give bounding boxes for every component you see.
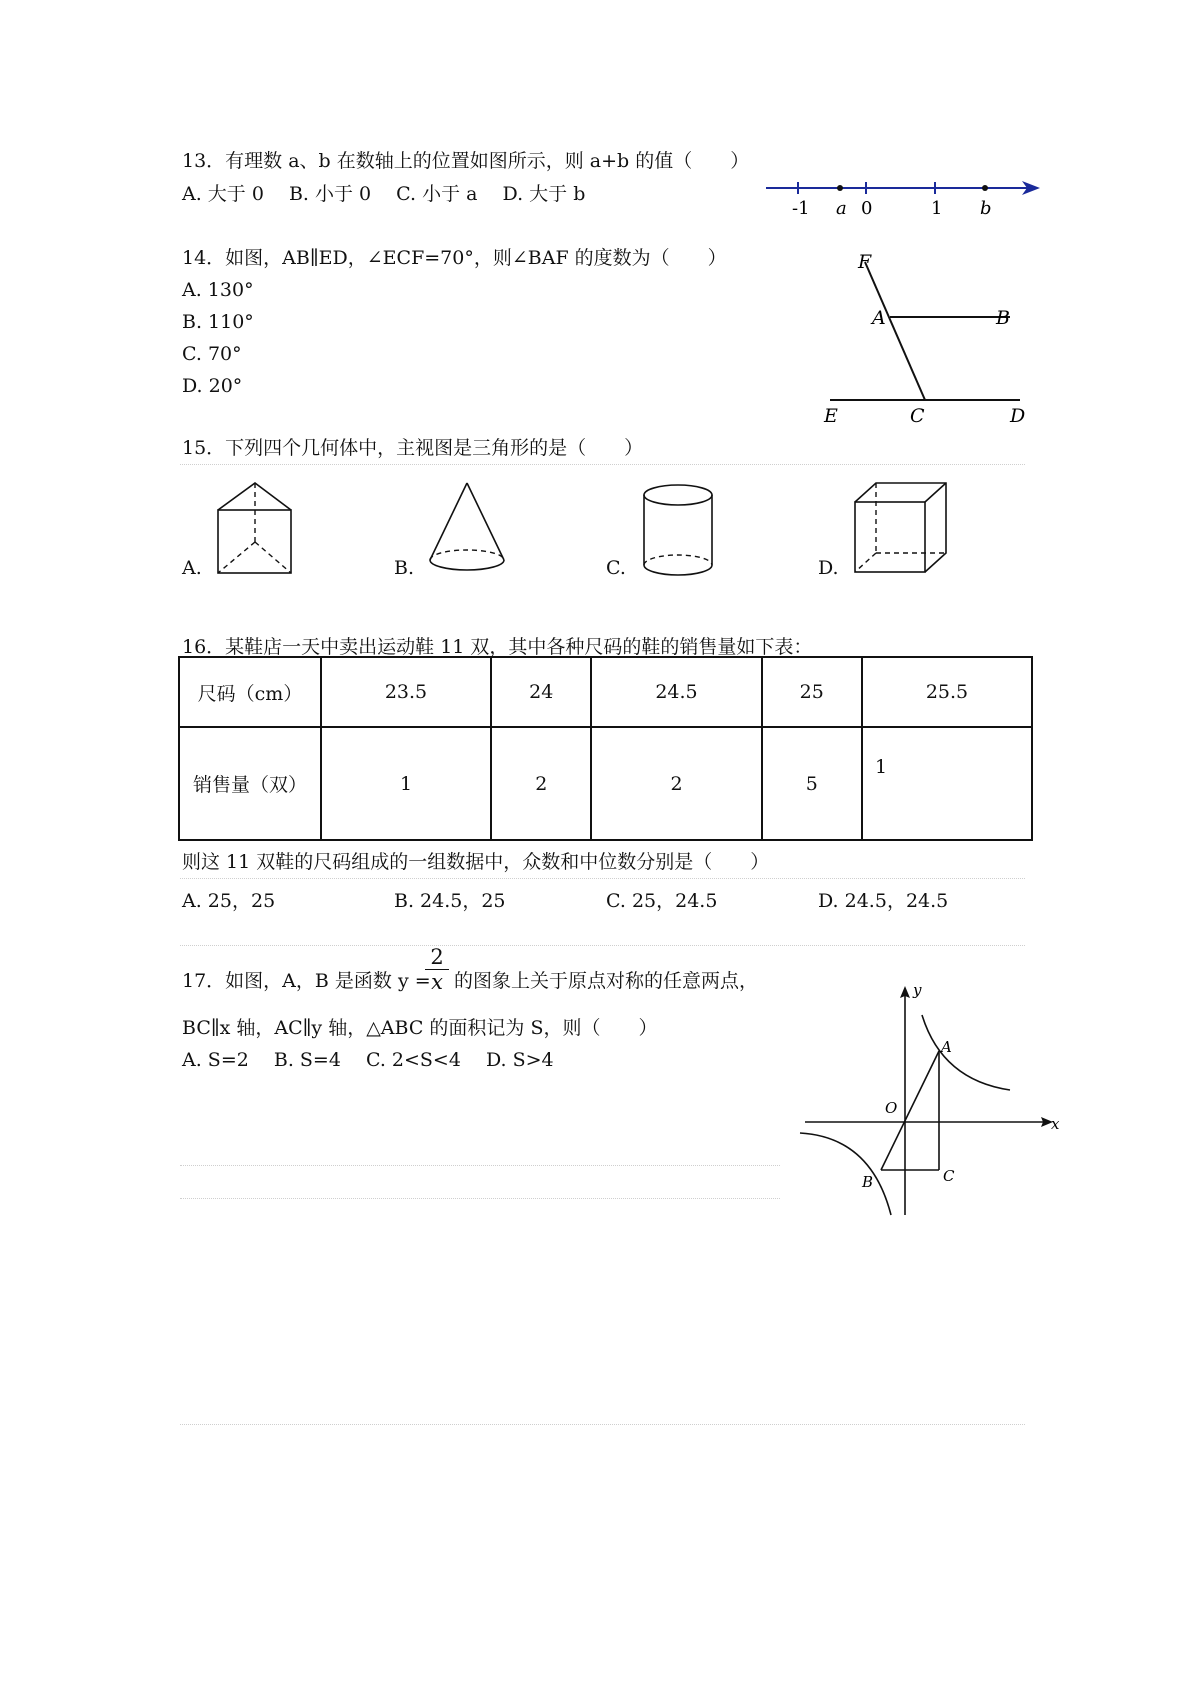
cylinder-figure [640, 482, 720, 582]
q15-choice-a: A. [182, 557, 202, 579]
point-label-c: C [910, 405, 925, 427]
table-cell: 1 [321, 727, 491, 840]
table-header-sales: 销售量（双） [179, 727, 321, 840]
q16-question: 则这 11 双鞋的尺码组成的一组数据中，众数和中位数分别是（ ） [182, 851, 770, 873]
fraction-numerator: 2 [425, 945, 449, 970]
table-cell: 5 [762, 727, 862, 840]
graph-label-y: y [913, 981, 922, 999]
axis-label-0: 0 [861, 198, 873, 219]
q16-choice-d: D. 24.5，24.5 [818, 890, 949, 912]
dotted-rule [180, 945, 1025, 946]
q14-choice-d: D. 20° [182, 375, 243, 397]
dotted-rule [180, 1424, 1025, 1425]
q15-choice-d: D. [818, 557, 839, 579]
dotted-rule [180, 1165, 780, 1166]
cone-figure [425, 480, 511, 580]
triangular-prism-figure [215, 480, 295, 580]
graph-label-c: C [943, 1167, 955, 1185]
axis-label-b: b [980, 198, 992, 219]
graph-label-b: B [862, 1173, 874, 1191]
q16-choice-c: C. 25，24.5 [606, 890, 718, 912]
point-label-b: B [996, 307, 1010, 329]
table-row [179, 657, 1032, 727]
q16-stem: 16．某鞋店一天中卖出运动鞋 11 双，其中各种尺码的鞋的销售量如下表： [182, 636, 813, 658]
q14-stem: 14．如图，AB∥ED，∠ECF=70°，则∠BAF 的度数为（ ） [182, 247, 727, 269]
point-label-f: F [858, 251, 872, 273]
q16-choice-a: A. 25，25 [182, 890, 276, 912]
q17-choices: A. S=2 B. S=4 C. 2<S<4 D. S>4 [182, 1049, 554, 1071]
graph-label-a: A [941, 1038, 952, 1056]
axis-label-a: a [836, 198, 847, 219]
fraction-denominator: x [431, 970, 443, 994]
axis-label-1: 1 [931, 198, 943, 219]
q15-stem: 15．下列四个几何体中，主视图是三角形的是（ ） [182, 437, 644, 459]
parallel-lines-figure [820, 250, 1030, 430]
q14-choice-b: B. 110° [182, 311, 254, 333]
point-label-e: E [824, 405, 838, 427]
table-cell: 1 [862, 727, 1032, 840]
table-cell: 24.5 [591, 657, 761, 727]
table-cell: 2 [591, 727, 761, 840]
fraction-2-over-x [425, 945, 449, 994]
q14-choice-a: A. 130° [182, 279, 254, 301]
table-cell: 24 [491, 657, 591, 727]
shoe-sales-table [178, 656, 1033, 841]
q17-stem-start: 17．如图，A，B 是函数 y = [182, 970, 431, 992]
table-cell: 25.5 [862, 657, 1032, 727]
cube-figure [852, 480, 948, 580]
q14-choice-c: C. 70° [182, 343, 242, 365]
q13-choices: A. 大于 0 B. 小于 0 C. 小于 a D. 大于 b [182, 183, 586, 205]
table-header-size: 尺码（cm） [179, 657, 321, 727]
dotted-rule [180, 464, 1025, 465]
point-label-a: A [872, 307, 886, 329]
q16-choice-b: B. 24.5，25 [394, 890, 506, 912]
q17-line2: BC∥x 轴，AC∥y 轴，△ABC 的面积记为 S，则（ ） [182, 1017, 658, 1039]
graph-label-o: O [885, 1099, 898, 1117]
dotted-rule [180, 1198, 780, 1199]
q17-stem-end: 的图象上关于原点对称的任意两点， [454, 970, 759, 992]
dotted-rule [180, 878, 1025, 879]
hyperbola-graph [795, 981, 1065, 1225]
table-row [179, 727, 1032, 840]
table-cell: 23.5 [321, 657, 491, 727]
q15-choice-b: B. [394, 557, 415, 579]
table-cell: 2 [491, 727, 591, 840]
number-line-figure [760, 168, 1040, 220]
q13-stem: 13．有理数 a、b 在数轴上的位置如图所示，则 a+b 的值（ ） [182, 150, 750, 172]
axis-label-neg1: -1 [792, 198, 810, 219]
graph-label-x: x [1051, 1115, 1060, 1133]
point-label-d: D [1010, 405, 1026, 427]
table-cell: 25 [762, 657, 862, 727]
q15-choice-c: C. [606, 557, 626, 579]
